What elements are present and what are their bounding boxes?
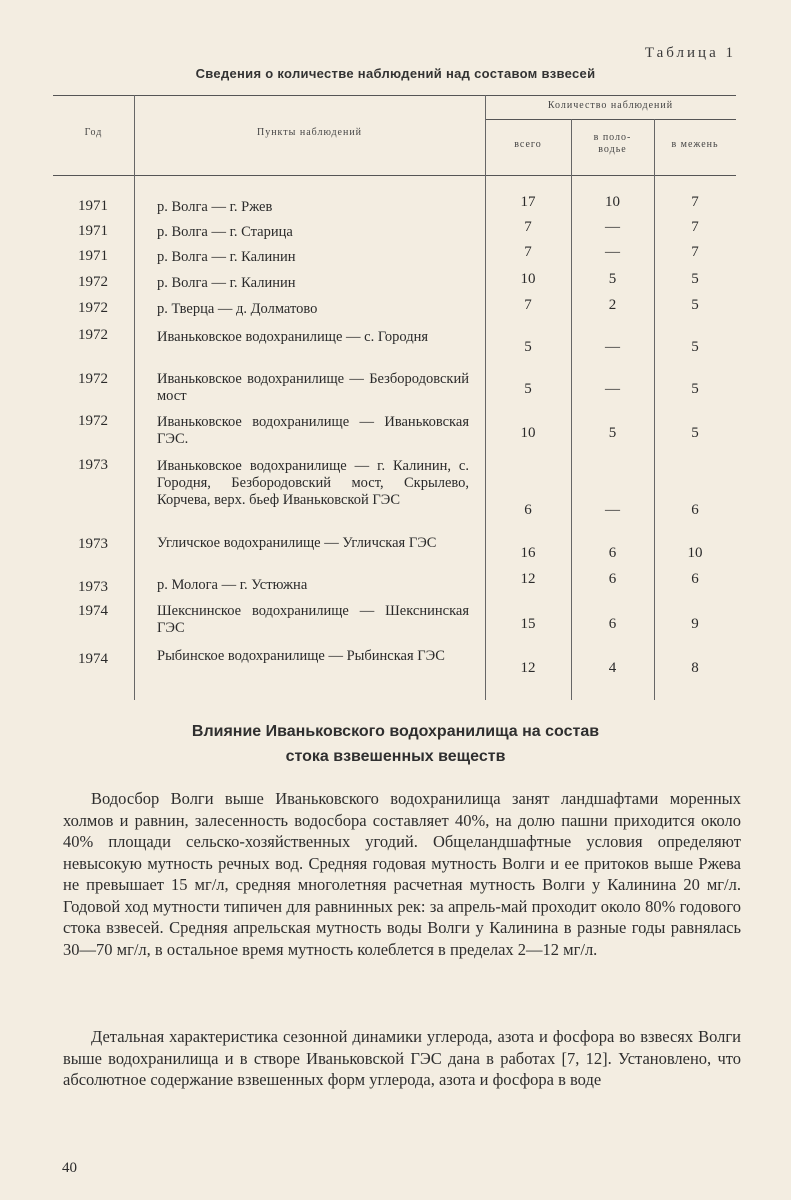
row-point: р. Волга — г. Калинин — [157, 249, 296, 265]
row-year: 1972 — [78, 413, 108, 429]
row-total: 17 — [520, 194, 536, 210]
row-lowwater: 8 — [691, 660, 699, 676]
paragraph-2: Детальная характеристика сезонной динамики углерода, азота и фосфора во взвесях Волги выше водохранилища и в створе Иваньковской ГЭС дана в работах [7, 12]. Установлено, что абсолютное содержание взвешенных форм углерода, азота и фосфора в воде — [63, 1027, 741, 1089]
row-flood: — — [605, 339, 620, 355]
row-lowwater: 5 — [691, 271, 699, 287]
row-year: 1974 — [78, 651, 108, 667]
row-point: р. Волга — г. Ржев — [157, 199, 273, 215]
row-flood: 5 — [608, 271, 617, 287]
row-year: 1972 — [78, 274, 108, 290]
row-point: Рыбинское водохранилище — Рыбинская ГЭС — [157, 648, 445, 664]
row-point: Иваньковское водохранилище — г. Калинин, с. Городня, Безбородовский мост, Скрылево, Корчева, верх. бьеф Иваньковской ГЭС — [157, 458, 469, 508]
row-year: 1971 — [78, 198, 108, 214]
row-lowwater: 5 — [691, 297, 699, 313]
row-lowwater: 6 — [691, 571, 699, 587]
row-point: Иваньковское водохранилище — с. Городня — [157, 329, 429, 345]
paragraph-1: Водосбор Волги выше Иваньковского водохранилища занят ландшафтами моренных холмов и равнин, залесенность водосбора составляет 40%, на долю пашни приходится около 40% площади сельско-хозяйственных угодий. Общеландшафтные условия определяют невысокую мутность речных вод. Средняя годовая мутность Волги и ее притоков выше Ржева не превышает 15 мг/л, средняя многолетняя расчетная мутность Волги у Калинина 20 мг/л. Годовой ход мутности типичен для равнинных рек: за апрель-май проходит около 80% годового стока взвесей. Средняя апрельская мутность воды Волги у Калинина в разные годы равнялась 30—70 мг/л, в остальное время мутность колеблется в пределах 2—12 мг/л. — [63, 789, 741, 959]
row-lowwater: 5 — [691, 339, 699, 355]
header-total: всего — [514, 139, 542, 150]
row-point: р. Молога — г. Устюжна — [157, 577, 308, 593]
row-lowwater: 5 — [691, 425, 699, 441]
table-col-rule — [134, 95, 135, 700]
row-total: 7 — [524, 244, 532, 260]
row-total: 5 — [524, 381, 532, 397]
row-lowwater: 6 — [691, 502, 699, 518]
row-year: 1973 — [78, 536, 108, 552]
row-flood: — — [605, 244, 620, 260]
row-flood: 10 — [605, 194, 620, 210]
row-flood: 4 — [608, 660, 617, 676]
row-point: р. Волга — г. Калинин — [157, 275, 296, 291]
row-total: 15 — [520, 616, 536, 632]
row-total: 7 — [524, 297, 532, 313]
header-flood-line1: в поло- — [593, 132, 632, 143]
table-top-rule — [53, 95, 736, 96]
row-point: Шекснинское водохранилище — Шекснинская ГЭС — [157, 603, 469, 636]
row-flood: — — [605, 502, 620, 518]
observations-table — [53, 95, 736, 705]
row-flood: 6 — [608, 571, 617, 587]
row-year: 1972 — [78, 327, 108, 343]
row-year: 1971 — [78, 248, 108, 264]
row-year: 1971 — [78, 223, 108, 239]
row-total: 7 — [524, 219, 532, 235]
row-flood: — — [605, 381, 620, 397]
header-flood — [571, 132, 654, 156]
row-point: Угличское водохранилище — Угличская ГЭС — [157, 535, 437, 551]
row-total: 5 — [524, 339, 532, 355]
row-point: Иваньковское водохранилище — Иваньковская ГЭС. — [157, 414, 469, 447]
row-total: 16 — [520, 545, 536, 561]
row-point: Иваньковское водохранилище — Безбородовский мост — [157, 371, 469, 404]
header-count-group: Количество наблюдений — [547, 100, 674, 111]
row-total: 12 — [520, 571, 536, 587]
table-label: Таблица 1 — [644, 45, 736, 61]
row-total: 10 — [520, 425, 536, 441]
section-title — [0, 719, 791, 769]
row-lowwater: 7 — [691, 219, 699, 235]
row-point: р. Волга — г. Старица — [157, 224, 293, 240]
row-lowwater: 9 — [691, 616, 699, 632]
row-lowwater: 10 — [687, 545, 703, 561]
row-lowwater: 5 — [691, 381, 699, 397]
row-year: 1973 — [78, 457, 108, 473]
section-title-line2: стока взвешенных веществ — [285, 748, 506, 765]
row-flood: 6 — [608, 545, 617, 561]
table-title: Сведения о количестве наблюдений над составом взвесей — [195, 66, 596, 81]
row-total: 10 — [520, 271, 536, 287]
row-year: 1974 — [78, 603, 108, 619]
row-flood: 6 — [608, 616, 617, 632]
row-point: р. Тверца — д. Долматово — [157, 301, 318, 317]
row-year: 1973 — [78, 579, 108, 595]
section-title-line1: Влияние Иваньковского водохранилища на состав — [191, 723, 600, 740]
row-lowwater: 7 — [691, 244, 699, 260]
page-number: 40 — [62, 1160, 77, 1176]
table-group-rule — [485, 119, 736, 120]
row-year: 1972 — [78, 300, 108, 316]
row-flood: 2 — [608, 297, 617, 313]
row-flood: — — [605, 219, 620, 235]
table-header-rule — [53, 175, 736, 176]
row-flood: 5 — [608, 425, 617, 441]
header-lowwater: в межень — [671, 139, 719, 150]
row-year: 1972 — [78, 371, 108, 387]
header-points: Пункты наблюдений — [256, 127, 363, 138]
header-year: Год — [84, 127, 103, 138]
header-flood-line2: водье — [598, 144, 627, 155]
row-total: 6 — [524, 502, 532, 518]
row-total: 12 — [520, 660, 536, 676]
row-lowwater: 7 — [691, 194, 699, 210]
